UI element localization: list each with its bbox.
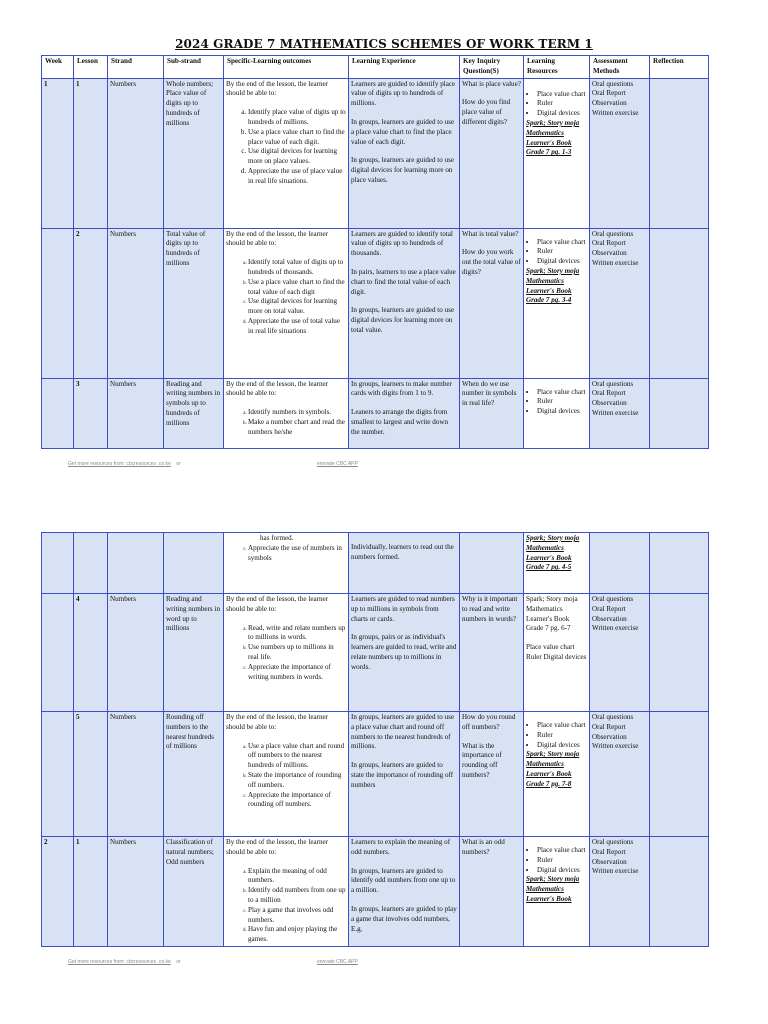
learner-book-ref: Spark; Story moja Mathematics Learner's Book Grade 7 pg. 4-5 bbox=[526, 534, 580, 572]
outcome-item: d. Appreciate the use of total value in real life situations bbox=[248, 317, 346, 337]
reflection-cell bbox=[650, 78, 709, 228]
week-cell bbox=[42, 378, 74, 448]
kiq-cell bbox=[460, 594, 524, 712]
kiq-text: How do you round off numbers? bbox=[462, 713, 516, 731]
resources-cell bbox=[524, 228, 590, 378]
assessment-cell bbox=[590, 594, 650, 712]
outcomes-intro: By the end of the lesson, the learner should be able to: bbox=[226, 79, 329, 98]
outcomes-cell bbox=[224, 712, 349, 837]
experience-text: Learners are guided to identify total value of digits up to hundreds of thousands. bbox=[351, 229, 453, 258]
resource-text: Spark; Story moja Mathematics Learner's Book Grade 7 pg. 6-7 bbox=[526, 595, 578, 633]
assessment-item: Written exercise bbox=[592, 108, 639, 117]
kiq-text: How do you work out the total value of digits? bbox=[462, 248, 521, 276]
strand-cell bbox=[108, 533, 164, 594]
col-resources: Learning Resources bbox=[524, 56, 590, 79]
outcome-item: b. Identify odd numbers from one up to a million bbox=[248, 886, 346, 906]
footer-app-page-2 bbox=[317, 959, 358, 965]
substrand-cell bbox=[164, 533, 224, 594]
lesson-cell: 2 bbox=[74, 228, 108, 378]
reflection-cell bbox=[650, 712, 709, 837]
table-row bbox=[42, 837, 709, 947]
footer-or: or bbox=[176, 461, 181, 467]
substrand-cell: Reading and writing numbers in symbols up to hundreds of millions bbox=[164, 378, 224, 448]
outcomes-intro: By the end of the lesson, the learner should be able to: bbox=[226, 713, 329, 731]
strand-cell: Numbers bbox=[108, 837, 164, 947]
outcomes-intro: By the end of the lesson, the learner should be able to: bbox=[226, 595, 329, 613]
experience-cell bbox=[349, 378, 460, 448]
assessment-cell bbox=[590, 712, 650, 837]
kiq-text: What is an odd numbers? bbox=[462, 838, 505, 856]
resource-item: • Ruler bbox=[537, 247, 587, 257]
resource-item: • Place value chart bbox=[537, 388, 587, 398]
assessment-cell bbox=[590, 837, 650, 947]
schemes-table-page-1 bbox=[41, 55, 709, 449]
experience-cell bbox=[349, 78, 460, 228]
outcome-item: a. Use a place value chart and round off numbers to the nearest hundreds of millions. bbox=[248, 742, 346, 771]
outcomes-cell bbox=[224, 228, 349, 378]
col-kiq: Key Inquiry Question(S) bbox=[460, 56, 524, 79]
table-row bbox=[42, 78, 709, 228]
assessment-cell bbox=[590, 228, 650, 378]
table-row bbox=[42, 712, 709, 837]
experience-cell bbox=[349, 594, 460, 712]
assessment-item: Written exercise bbox=[592, 624, 639, 633]
outcome-item: d. Have fun and enjoy playing the games. bbox=[248, 925, 346, 945]
reflection-cell bbox=[650, 594, 709, 712]
resource-item: • Digital devices bbox=[537, 109, 587, 119]
outcome-item: c. Use digital devices for learning more on total value. bbox=[248, 297, 346, 317]
outcomes-cell bbox=[224, 78, 349, 228]
resources-cell bbox=[524, 78, 590, 228]
substrand-cell: Total value of digits up to hundreds of millions bbox=[164, 228, 224, 378]
lesson-cell bbox=[74, 533, 108, 594]
outcome-item: b. Use a place value chart to find the place value of each digit. bbox=[248, 128, 346, 148]
learner-book-ref: Spark; Story moja Mathematics Learner's Book bbox=[526, 875, 580, 903]
resources-link[interactable]: Get more resources from: cbcresources .co.ke bbox=[68, 959, 171, 965]
outcome-item: a. Identify total value of digits up to hundreds of thousands. bbox=[248, 258, 346, 278]
experience-text: In groups, learners to make number cards with digits from 1 to 9. bbox=[351, 379, 452, 398]
outcome-item: c. Use digital devices for learning more on place values. bbox=[248, 147, 346, 167]
assessment-cell bbox=[590, 533, 650, 594]
outcomes-cell bbox=[224, 533, 349, 594]
outcome-item: a. Identify place value of digits up to hundreds of millions. bbox=[248, 108, 346, 128]
experience-cell bbox=[349, 533, 460, 594]
app-link[interactable]: enovate CBC APP bbox=[317, 959, 358, 965]
experience-text: In groups, learners are guided to play a game that involves odd numbers, E.g. bbox=[351, 904, 457, 933]
outcomes-cell bbox=[224, 837, 349, 947]
strand-cell: Numbers bbox=[108, 712, 164, 837]
week-cell: 2 bbox=[42, 837, 74, 947]
resource-item: • Digital devices bbox=[537, 741, 587, 751]
outcomes-intro: By the end of the lesson, the learner should be able to: bbox=[226, 379, 329, 398]
outcome-item: b. Make a number chart and read the numbers he/she bbox=[248, 418, 346, 438]
assessment-item: Oral Report bbox=[592, 239, 626, 248]
col-reflection: Reflection bbox=[650, 56, 709, 79]
assessment-item: Oral questions bbox=[592, 595, 634, 603]
resource-item: • Place value chart bbox=[537, 90, 587, 100]
kiq-text: What is total value? bbox=[462, 229, 519, 238]
resources-cell bbox=[524, 712, 590, 837]
footer-page-1 bbox=[68, 461, 181, 467]
outcomes-cell bbox=[224, 378, 349, 448]
experience-text: In groups, learners are guided to identify odd numbers from one up to a million. bbox=[351, 866, 456, 895]
resources-cell bbox=[524, 378, 590, 448]
assessment-item: Oral questions bbox=[592, 229, 634, 238]
assessment-item: Observation bbox=[592, 614, 627, 623]
table-row bbox=[42, 594, 709, 712]
outcome-item: c. Appreciate the importance of rounding off numbers. bbox=[248, 791, 346, 811]
app-link[interactable]: enovate CBC APP bbox=[317, 461, 358, 467]
lesson-cell: 1 bbox=[74, 78, 108, 228]
week-cell bbox=[42, 533, 74, 594]
resources-cell bbox=[524, 594, 590, 712]
kiq-text: How do you find place value of different digits? bbox=[462, 98, 511, 126]
assessment-item: Oral Report bbox=[592, 604, 626, 613]
table-row-continued bbox=[42, 533, 709, 594]
assessment-item: Oral Report bbox=[592, 89, 626, 98]
col-substrand: Sub-strand bbox=[164, 56, 224, 79]
week-cell bbox=[42, 228, 74, 378]
experience-text: Learners to explain the meaning of odd numbers. bbox=[351, 838, 451, 856]
assessment-cell bbox=[590, 78, 650, 228]
assessment-item: Oral questions bbox=[592, 838, 634, 846]
table-row bbox=[42, 378, 709, 448]
kiq-cell bbox=[460, 228, 524, 378]
footer-page-2 bbox=[68, 959, 181, 965]
resource-text: Place value chart Ruler Digital devices bbox=[526, 643, 587, 661]
resource-item: • Place value chart bbox=[537, 721, 587, 731]
assessment-item: Observation bbox=[592, 732, 627, 741]
experience-text: In groups, learners are guided to use a place value chart and round off numbers to the nearest hundreds of millions. bbox=[351, 713, 455, 751]
assessment-item: Written exercise bbox=[592, 867, 639, 876]
learner-book-ref: Spark; Story moja Mathematics Learner's Book Grade 7 pg. 3-4 bbox=[526, 266, 580, 305]
week-cell bbox=[42, 594, 74, 712]
kiq-text: When do we use number in symbols in real life? bbox=[462, 379, 517, 408]
lesson-cell: 1 bbox=[74, 837, 108, 947]
learner-book-ref: Spark; Story moja Mathematics Learner's Book Grade 7 pg. 7-8 bbox=[526, 750, 580, 788]
assessment-item: Oral Report bbox=[592, 389, 626, 398]
col-lesson: Lesson bbox=[74, 56, 108, 79]
outcome-continued: has formed. bbox=[260, 534, 294, 542]
substrand-cell: Reading and writing numbers in word up to millions bbox=[164, 594, 224, 712]
substrand-cell: Classification of natural numbers; Odd numbers bbox=[164, 837, 224, 947]
week-cell bbox=[42, 712, 74, 837]
col-strand: Strand bbox=[108, 56, 164, 79]
resource-item: • Place value chart bbox=[537, 238, 587, 248]
reflection-cell bbox=[650, 378, 709, 448]
col-week: Week bbox=[42, 56, 74, 79]
header-row bbox=[42, 56, 709, 79]
footer-or: or bbox=[176, 959, 181, 965]
reflection-cell bbox=[650, 228, 709, 378]
resources-link[interactable]: Get more resources from: cbcresources .co.ke bbox=[68, 461, 171, 467]
lesson-cell: 3 bbox=[74, 378, 108, 448]
substrand-cell: Whole numbers; Place value of digits up to hundreds of millions bbox=[164, 78, 224, 228]
kiq-text: Why is it important to read and write numbers in words? bbox=[462, 595, 518, 623]
outcome-item: b. Use a place value chart to find the total value of each digit bbox=[248, 278, 346, 298]
resources-cell bbox=[524, 837, 590, 947]
week-cell: 1 bbox=[42, 78, 74, 228]
reflection-cell bbox=[650, 533, 709, 594]
outcome-item: b. State the importance of rounding off numbers. bbox=[248, 771, 346, 791]
footer-app-page-1 bbox=[317, 461, 358, 467]
outcome-item: a. Read, write and relate numbers up to millions in words. bbox=[248, 624, 346, 644]
strand-cell: Numbers bbox=[108, 594, 164, 712]
outcome-item: c. Appreciate the use of numbers in symbols bbox=[248, 544, 346, 564]
kiq-cell bbox=[460, 837, 524, 947]
experience-text: In groups, pairs or as individual's learners are guided to read, write and relate numbers up to millions in words. bbox=[351, 633, 457, 671]
assessment-item: Oral Report bbox=[592, 722, 626, 731]
assessment-cell bbox=[590, 378, 650, 448]
kiq-cell bbox=[460, 712, 524, 837]
outcome-item: b. Use numbers up to millions in real life. bbox=[248, 643, 346, 663]
kiq-cell bbox=[460, 378, 524, 448]
experience-text: Individually, learners to read out the numbers formed. bbox=[351, 543, 454, 561]
resource-item: • Place value chart bbox=[537, 846, 587, 856]
outcome-item: c. Play a game that involves odd numbers. bbox=[248, 906, 346, 926]
col-assessment: Assessment Methods bbox=[590, 56, 650, 79]
resource-item: • Ruler bbox=[537, 99, 587, 109]
outcomes-intro: By the end of the lesson, the learner should be able to: bbox=[226, 229, 329, 248]
resource-item: • Digital devices bbox=[537, 866, 587, 876]
strand-cell: Numbers bbox=[108, 228, 164, 378]
experience-text: In groups, learners are guided to use digital devices for learning more on total value. bbox=[351, 306, 455, 334]
kiq-text: What is the importance of rounding off numbers? bbox=[462, 741, 502, 779]
kiq-cell bbox=[460, 78, 524, 228]
experience-cell bbox=[349, 228, 460, 378]
experience-text: Leaners to arrange the digits from smallest to largest and write down the number. bbox=[351, 408, 448, 436]
resource-item: • Digital devices bbox=[537, 257, 587, 267]
assessment-item: Oral questions bbox=[592, 79, 634, 88]
assessment-item: Oral Report bbox=[592, 847, 626, 856]
experience-cell bbox=[349, 837, 460, 947]
assessment-item: Oral questions bbox=[592, 379, 634, 388]
assessment-item: Observation bbox=[592, 249, 627, 258]
assessment-item: Oral questions bbox=[592, 713, 634, 721]
strand-cell: Numbers bbox=[108, 78, 164, 228]
kiq-cell bbox=[460, 533, 524, 594]
experience-text: In groups, learners are guided to use a place value chart to find the place value of each digit. bbox=[351, 117, 455, 146]
assessment-item: Observation bbox=[592, 857, 627, 866]
experience-text: In pairs, learners to use a place value chart to find the total value of each digit. bbox=[351, 267, 456, 296]
assessment-item: Written exercise bbox=[592, 742, 639, 751]
resource-item: • Ruler bbox=[537, 856, 587, 866]
col-experience: Learning Experience bbox=[349, 56, 460, 79]
table-row bbox=[42, 228, 709, 378]
experience-text: In groups, learners are guided to state the importance of rounding off numbers bbox=[351, 761, 454, 789]
assessment-item: Observation bbox=[592, 99, 627, 108]
page-title: 2024 GRADE 7 MATHEMATICS SCHEMES OF WORK TERM 1 bbox=[175, 37, 593, 51]
outcome-item: a. Identify numbers in symbols. bbox=[248, 408, 346, 418]
learner-book-ref: Spark; Story moja Mathematics Learner's Book Grade 7 pg. 1-3 bbox=[526, 118, 580, 157]
experience-cell bbox=[349, 712, 460, 837]
outcomes-cell bbox=[224, 594, 349, 712]
reflection-cell bbox=[650, 837, 709, 947]
schemes-table-page-2 bbox=[41, 532, 709, 947]
outcome-item: a. Explain the meaning of odd numbers. bbox=[248, 867, 346, 887]
outcome-item: d. Appreciate the use of place value in real life situations. bbox=[248, 167, 346, 187]
resource-item: • Ruler bbox=[537, 397, 587, 407]
resources-cell bbox=[524, 533, 590, 594]
lesson-cell: 5 bbox=[74, 712, 108, 837]
resource-item: • Digital devices bbox=[537, 407, 587, 417]
outcome-item: c. Appreciate the importance of writing numbers in words. bbox=[248, 663, 346, 683]
outcomes-intro: By the end of the lesson, the learner should be able to: bbox=[226, 838, 329, 856]
assessment-item: Written exercise bbox=[592, 408, 639, 417]
experience-text: Learners are guided to read numbers up to millions in symbols from charts or cards. bbox=[351, 595, 455, 623]
resource-item: • Ruler bbox=[537, 731, 587, 741]
experience-text: Learners are guided to identify place value of digits up to hundreds of millions. bbox=[351, 79, 456, 108]
assessment-item: Observation bbox=[592, 399, 627, 408]
strand-cell: Numbers bbox=[108, 378, 164, 448]
assessment-item: Written exercise bbox=[592, 258, 639, 267]
substrand-cell: Rounding off numbers to the nearest hundreds of millions bbox=[164, 712, 224, 837]
col-outcomes: Specific-Learning outcomes bbox=[224, 56, 349, 79]
experience-text: In groups, learners are guided to use digital devices for learning more on place values. bbox=[351, 156, 455, 184]
kiq-text: What is place value? bbox=[462, 79, 521, 88]
lesson-cell: 4 bbox=[74, 594, 108, 712]
